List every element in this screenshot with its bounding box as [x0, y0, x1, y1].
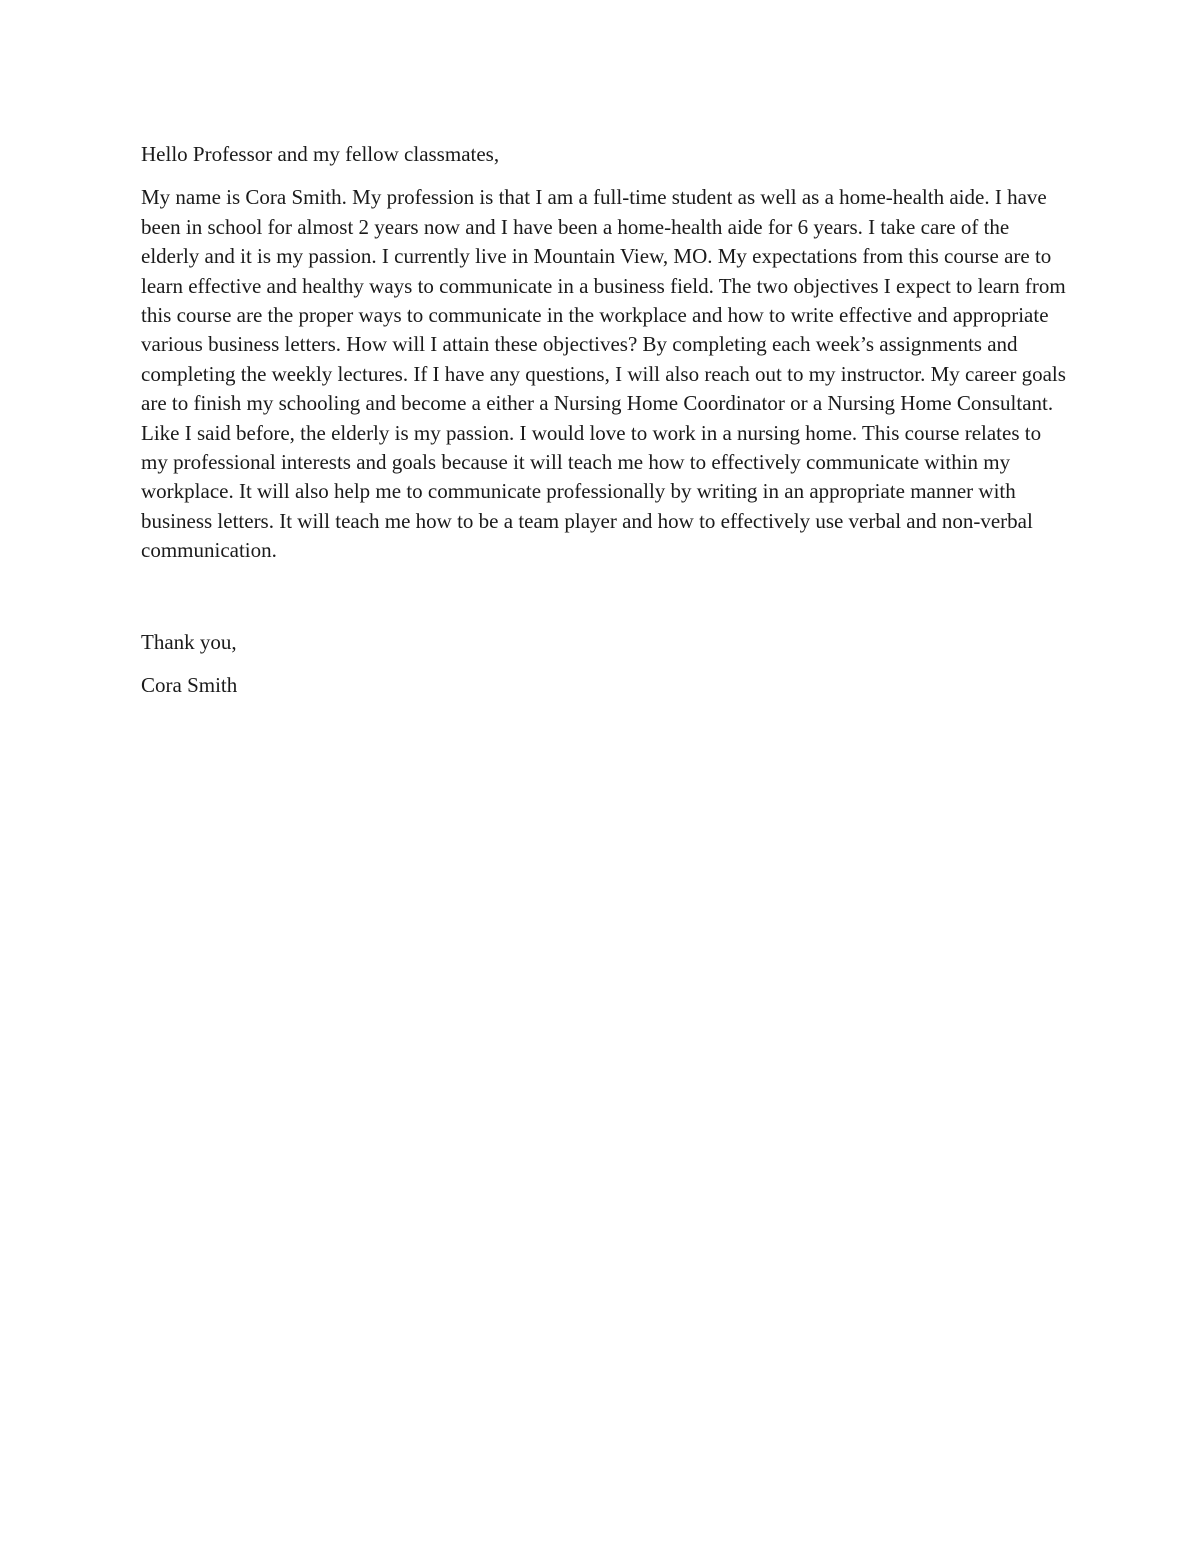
closing: Thank you,: [141, 629, 237, 654]
signature: Cora Smith: [141, 673, 238, 698]
body-paragraph: My name is Cora Smith. My profession is that I am a full-time student as well as a home-health aide. I have been in school for almost 2 years now and I have been a home-health aide for 6 years. I take care of the elderly and it is my passion. I currently live in Mountain View, MO. My expectations from this course are to learn effective and healthy ways to communicate in a business field. The two objectives I expect to learn from this course are the proper ways to communicate in the workplace and how to write effective and appropriate various business letters. How will I attain these objectives? By completing each week’s assignments and completing the weekly lectures. If I have any questions, I will also reach out to my instructor. My career goals are to finish my schooling and become a either a Nursing Home Coordinator or a Nursing Home Consultant. Like I said before, the elderly is my passion. I would love to work in a nursing home. This course relates to my professional interests and goals because it will teach me how to effectively communicate within my workplace. It will also help me to communicate professionally by writing in an appropriate manner with business letters. It will teach me how to be a team player and how to effectively use verbal and non-verbal communication.: [141, 185, 1066, 563]
greeting: Hello Professor and my fellow classmates,: [141, 142, 500, 166]
letter-content: [141, 140, 1071, 701]
